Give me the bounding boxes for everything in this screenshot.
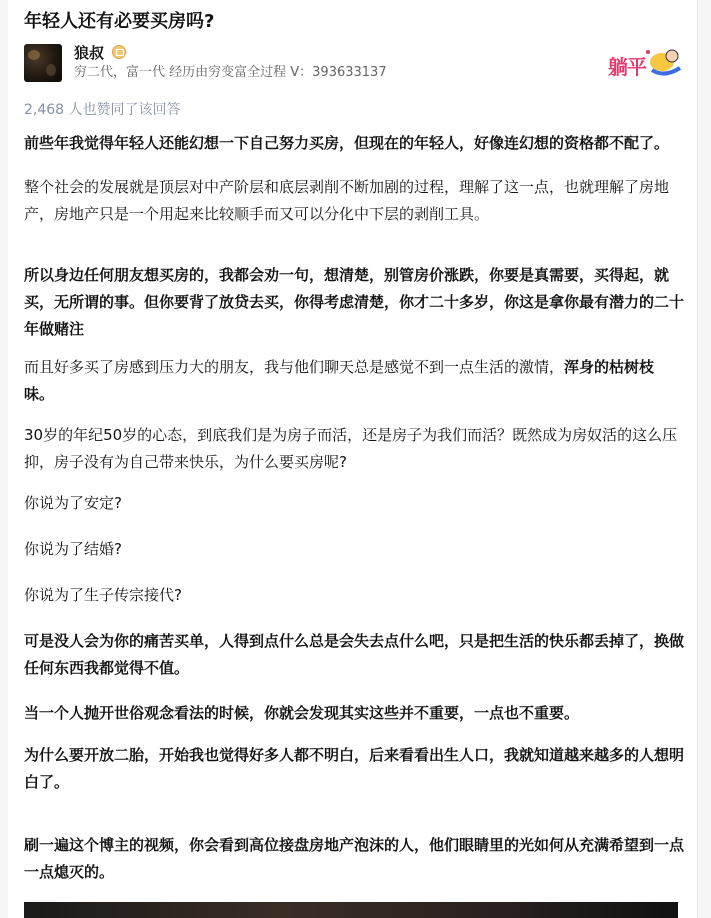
answer-paragraph <box>24 742 684 796</box>
answer-paragraph <box>24 130 684 157</box>
bold-text: 为什么要开放二胎，开始我也觉得好多人都不明白，后来看看出生人口，我就知道越来越多的人想明白了。 <box>24 746 685 791</box>
lying-person-icon <box>602 44 684 84</box>
divider <box>697 0 698 918</box>
answer-paragraph <box>24 832 684 886</box>
likes-count[interactable]: 2,468 人也赞同了该回答 <box>24 102 181 118</box>
answer-paragraph <box>24 490 684 517</box>
avatar[interactable] <box>24 44 62 82</box>
sticker-text: 躺平 <box>608 55 646 79</box>
body-text: 整个社会的发展就是顶层对中产阶层和底层剥削不断加剧的过程，理解了这一点，也就理解了房地产，房地产只是一个用起来比较顺手而又可以分化中下层的剥削工具。 <box>24 178 670 223</box>
bold-text: 浑身的枯树枝味。 <box>24 358 655 403</box>
body-text: 30岁的年纪50岁的心态，到底我们是为房子而活，还是房子为我们而活？既然成为房奴活的这么压抑，房子没有为自己带来快乐，为什么要买房呢? <box>24 426 678 471</box>
bold-text: 所以身边任何朋友想买房的，我都会劝一句，想清楚，别管房价涨跌，你要是真需要，买得起，就买，无所谓的事。但你要背了放贷去买，你得考虑清楚，你才二十多岁，你这是拿你最有潜力的二十年做赌注 <box>24 266 685 338</box>
bold-text: 前些年我觉得年轻人还能幻想一下自己努力买房，但现在的年轻人，好像连幻想的资格都不配了。 <box>24 134 670 152</box>
answer-paragraph <box>24 628 684 682</box>
body-text: 你说为了生子传宗接代? <box>24 586 182 604</box>
author-bio: 穷二代，富一代 经历由穷变富全过程 V：393633137 <box>74 65 387 80</box>
author-info <box>24 44 684 84</box>
answer-paragraph <box>24 174 684 228</box>
answer-paragraph <box>24 536 684 563</box>
video-thumbnail[interactable] <box>24 902 678 918</box>
body-text: 你说为了安定? <box>24 494 122 512</box>
sticker-image <box>602 44 684 84</box>
answer-card <box>8 0 697 918</box>
author-name[interactable]: 狼叔 <box>74 44 105 62</box>
answer-paragraph <box>24 582 684 609</box>
answer-paragraph <box>24 262 684 343</box>
answer-paragraph <box>24 700 684 727</box>
gold-badge-icon <box>112 45 126 59</box>
body-text: 而且好多买了房感到压力大的朋友，我与他们聊天总是感觉不到一点生活的激情， <box>24 358 565 376</box>
bold-text: 可是没人会为你的痛苦买单，人得到点什么总是会失去点什么吧，只是把生活的快乐都丢掉了，换做任何东西我都觉得不值。 <box>24 632 685 677</box>
bold-text: 刷一遍这个博主的视频，你会看到高位接盘房地产泡沫的人，他们眼睛里的光如何从充满希望到一点一点熄灭的。 <box>24 836 685 881</box>
bold-text: 当一个人抛开世俗观念看法的时候，你就会发现其实这些并不重要，一点也不重要。 <box>24 704 580 722</box>
answer-paragraph <box>24 354 684 408</box>
body-text: 你说为了结婚? <box>24 540 122 558</box>
question-title[interactable]: 年轻人还有必要买房吗? <box>24 11 215 32</box>
answer-paragraph <box>24 422 684 476</box>
